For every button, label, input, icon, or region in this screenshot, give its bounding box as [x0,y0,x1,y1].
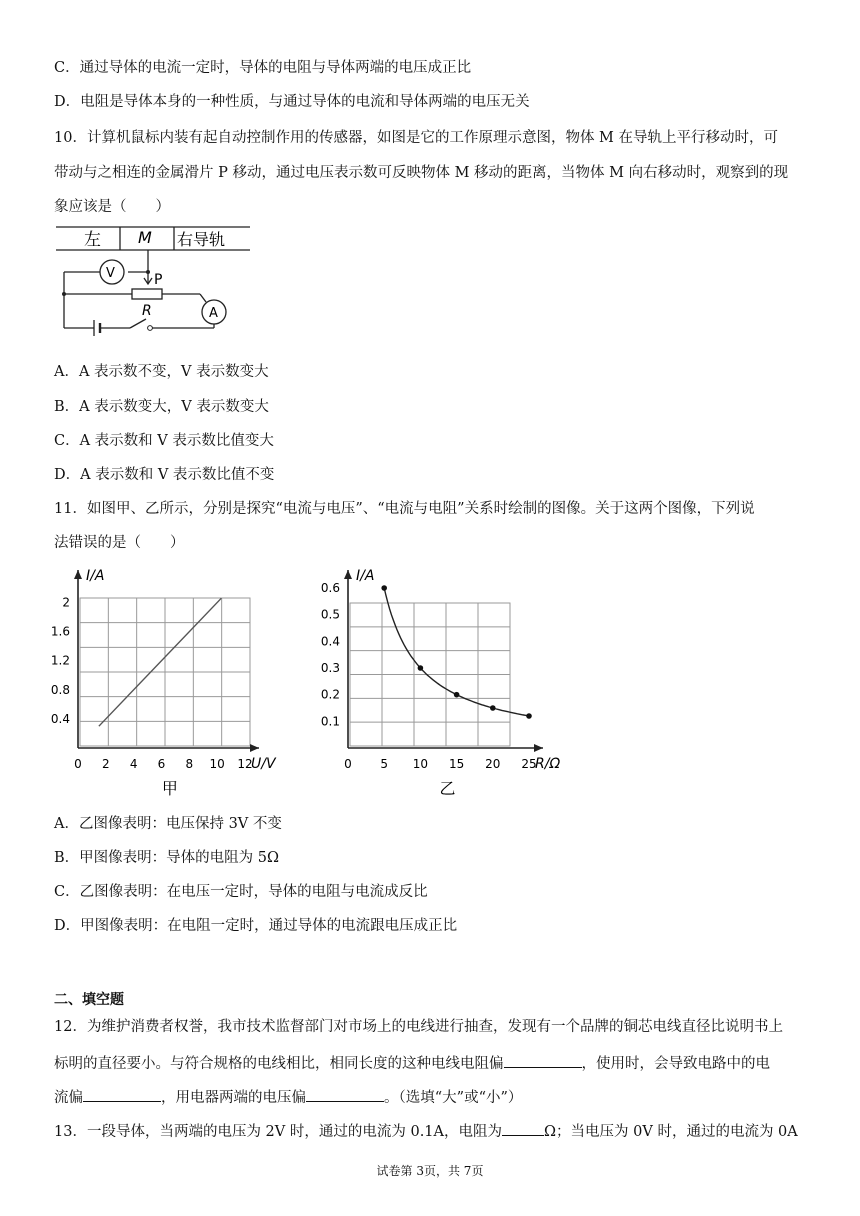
x-axis-arrow [534,744,543,752]
voltmeter-label: V [106,266,115,281]
answer-blank[interactable] [502,1119,544,1136]
y-tick-label: 0.1 [320,714,340,729]
q9-option-c: C．通过导体的电流一定时，导体的电阻与导体两端的电压成正比 [54,60,472,76]
y-axis-label: I/A [356,568,375,584]
x-tick-label: 6 [157,757,166,771]
q11-option-d: D．甲图像表明：在电阻一定时，通过导体的电流跟电压成正比 [54,918,458,934]
answer-blank[interactable] [306,1085,384,1102]
data-point [418,665,424,671]
x-tick-label: 25 [521,757,537,771]
q12-text-3c: 。（选填“大”或“小”） [384,1090,523,1106]
y-tick-label: 0.2 [320,687,340,702]
slider-label-p: P [154,272,163,288]
x-tick-label: 20 [485,757,501,771]
x-tick-label: 2 [102,757,110,771]
q11-option-b: B．甲图像表明：导体的电阻为 5Ω [54,850,280,866]
data-point [490,705,496,711]
y-tick-label: 0.4 [320,634,340,649]
y-axis-arrow [74,570,82,579]
y-axis-arrow [344,570,352,579]
x-axis-arrow [250,744,259,752]
q13-text-a: 13．一段导体，当两端的电压为 2V 时，通过的电流为 0.1A，电阻为 [54,1124,503,1140]
q13-stem [54,1119,798,1142]
y-tick-label: 0.4 [50,711,70,726]
q12-text-2a: 标明的直径要小。与符合规格的电线相比，相同长度的这种电线电阻偏 [54,1056,504,1072]
x-axis-label: U/V [251,756,276,772]
q10-option-c: C．A 表示数和 V 表示数比值变大 [54,433,274,449]
chart-caption: 甲 [161,779,178,798]
x-tick-label: 0 [344,757,352,771]
answer-blank[interactable] [504,1051,582,1068]
data-point [454,692,460,698]
ammeter-label: A [209,306,218,321]
x-axis-label: R/Ω [535,756,561,772]
x-tick-label: 4 [129,757,138,771]
x-tick-label: 8 [185,757,194,771]
x-tick-label: 10 [209,757,225,771]
q12-stem-line3 [54,1085,522,1108]
q12-stem-line1: 12．为维护消费者权誉，我市技术监督部门对市场上的电线进行抽查，发现有一个品牌的铜芯电线直径比说明书上 [54,1019,783,1035]
y-tick-label: 0.6 [320,581,340,595]
y-tick-label: 1.6 [50,624,70,639]
y-tick-label: 1.2 [50,653,70,668]
data-point [381,585,387,591]
x-tick-label: 10 [412,757,429,771]
y-axis-label: I/A [86,568,105,584]
x-tick-label: 12 [237,757,253,771]
answer-blank[interactable] [83,1085,161,1102]
page-footer: 试卷第 3页，共 7页 [376,1164,484,1178]
y-tick-label: 0.3 [320,661,340,675]
y-tick-label: 0.5 [320,607,340,622]
q11-stem-line1: 11．如图甲、乙所示，分别是探究“电流与电压”、“电流与电阻”关系时绘制的图像。关于这两个图像，下列说 [54,501,755,517]
q10-stem-line3: 象应该是（ ） [54,199,170,215]
q11-stem-line2: 法错误的是（ ） [54,535,185,551]
x-tick-label: 15 [448,757,465,771]
q9-option-d: D．电阻是导体本身的一种性质，与通过导体的电流和导体两端的电压无关 [54,94,530,110]
x-tick-label: 0 [74,757,82,771]
q10-option-d: D．A 表示数和 V 表示数比值不变 [54,467,275,483]
circuit-label-left: 左 [84,230,101,250]
q12-text-3b: ，用电器两端的电压偏 [161,1090,306,1106]
y-tick-label: 2 [62,595,70,610]
circuit-label-right-rail: 右导轨 [177,230,226,249]
q10-option-b: B．A 表示数变大，V 表示数变大 [54,399,269,415]
circuit-label-m: M [138,228,152,247]
data-point [526,713,532,719]
q11-option-c: C．乙图像表明：在电压一定时，导体的电阻与电流成反比 [54,884,428,900]
circuit-diagram [54,222,254,342]
section-title-fill-in: 二、填空题 [54,992,124,1008]
chart-jia [50,558,314,808]
resistor-label-r: R [142,303,152,319]
q10-stem-line1: 10．计算机鼠标内装有起自动控制作用的传感器，如图是它的工作原理示意图，物体 M 在导轨上平行移动时，可 [54,130,779,146]
x-tick-label: 5 [380,757,389,771]
chart-caption: 乙 [439,779,456,798]
y-tick-label: 0.8 [50,682,70,697]
series-line [99,598,221,726]
q12-text-3a: 流偏 [54,1090,83,1106]
q10-option-a: A．A 表示数不变，V 表示数变大 [54,364,269,380]
q12-stem-line2 [54,1051,770,1074]
q12-text-2b: ，使用时，会导致电路中的电 [581,1056,770,1072]
chart-yi [318,558,578,808]
q13-text-b: Ω；当电压为 0V 时，通过的电流为 0A [544,1124,798,1140]
q11-option-a: A．乙图像表明：电压保持 3V 不变 [54,816,282,832]
q10-stem-line2: 带动与之相连的金属滑片 P 移动，通过电压表示数可反映物体 M 移动的距离，当物体 M 向右移动时，观察到的现 [54,165,789,181]
